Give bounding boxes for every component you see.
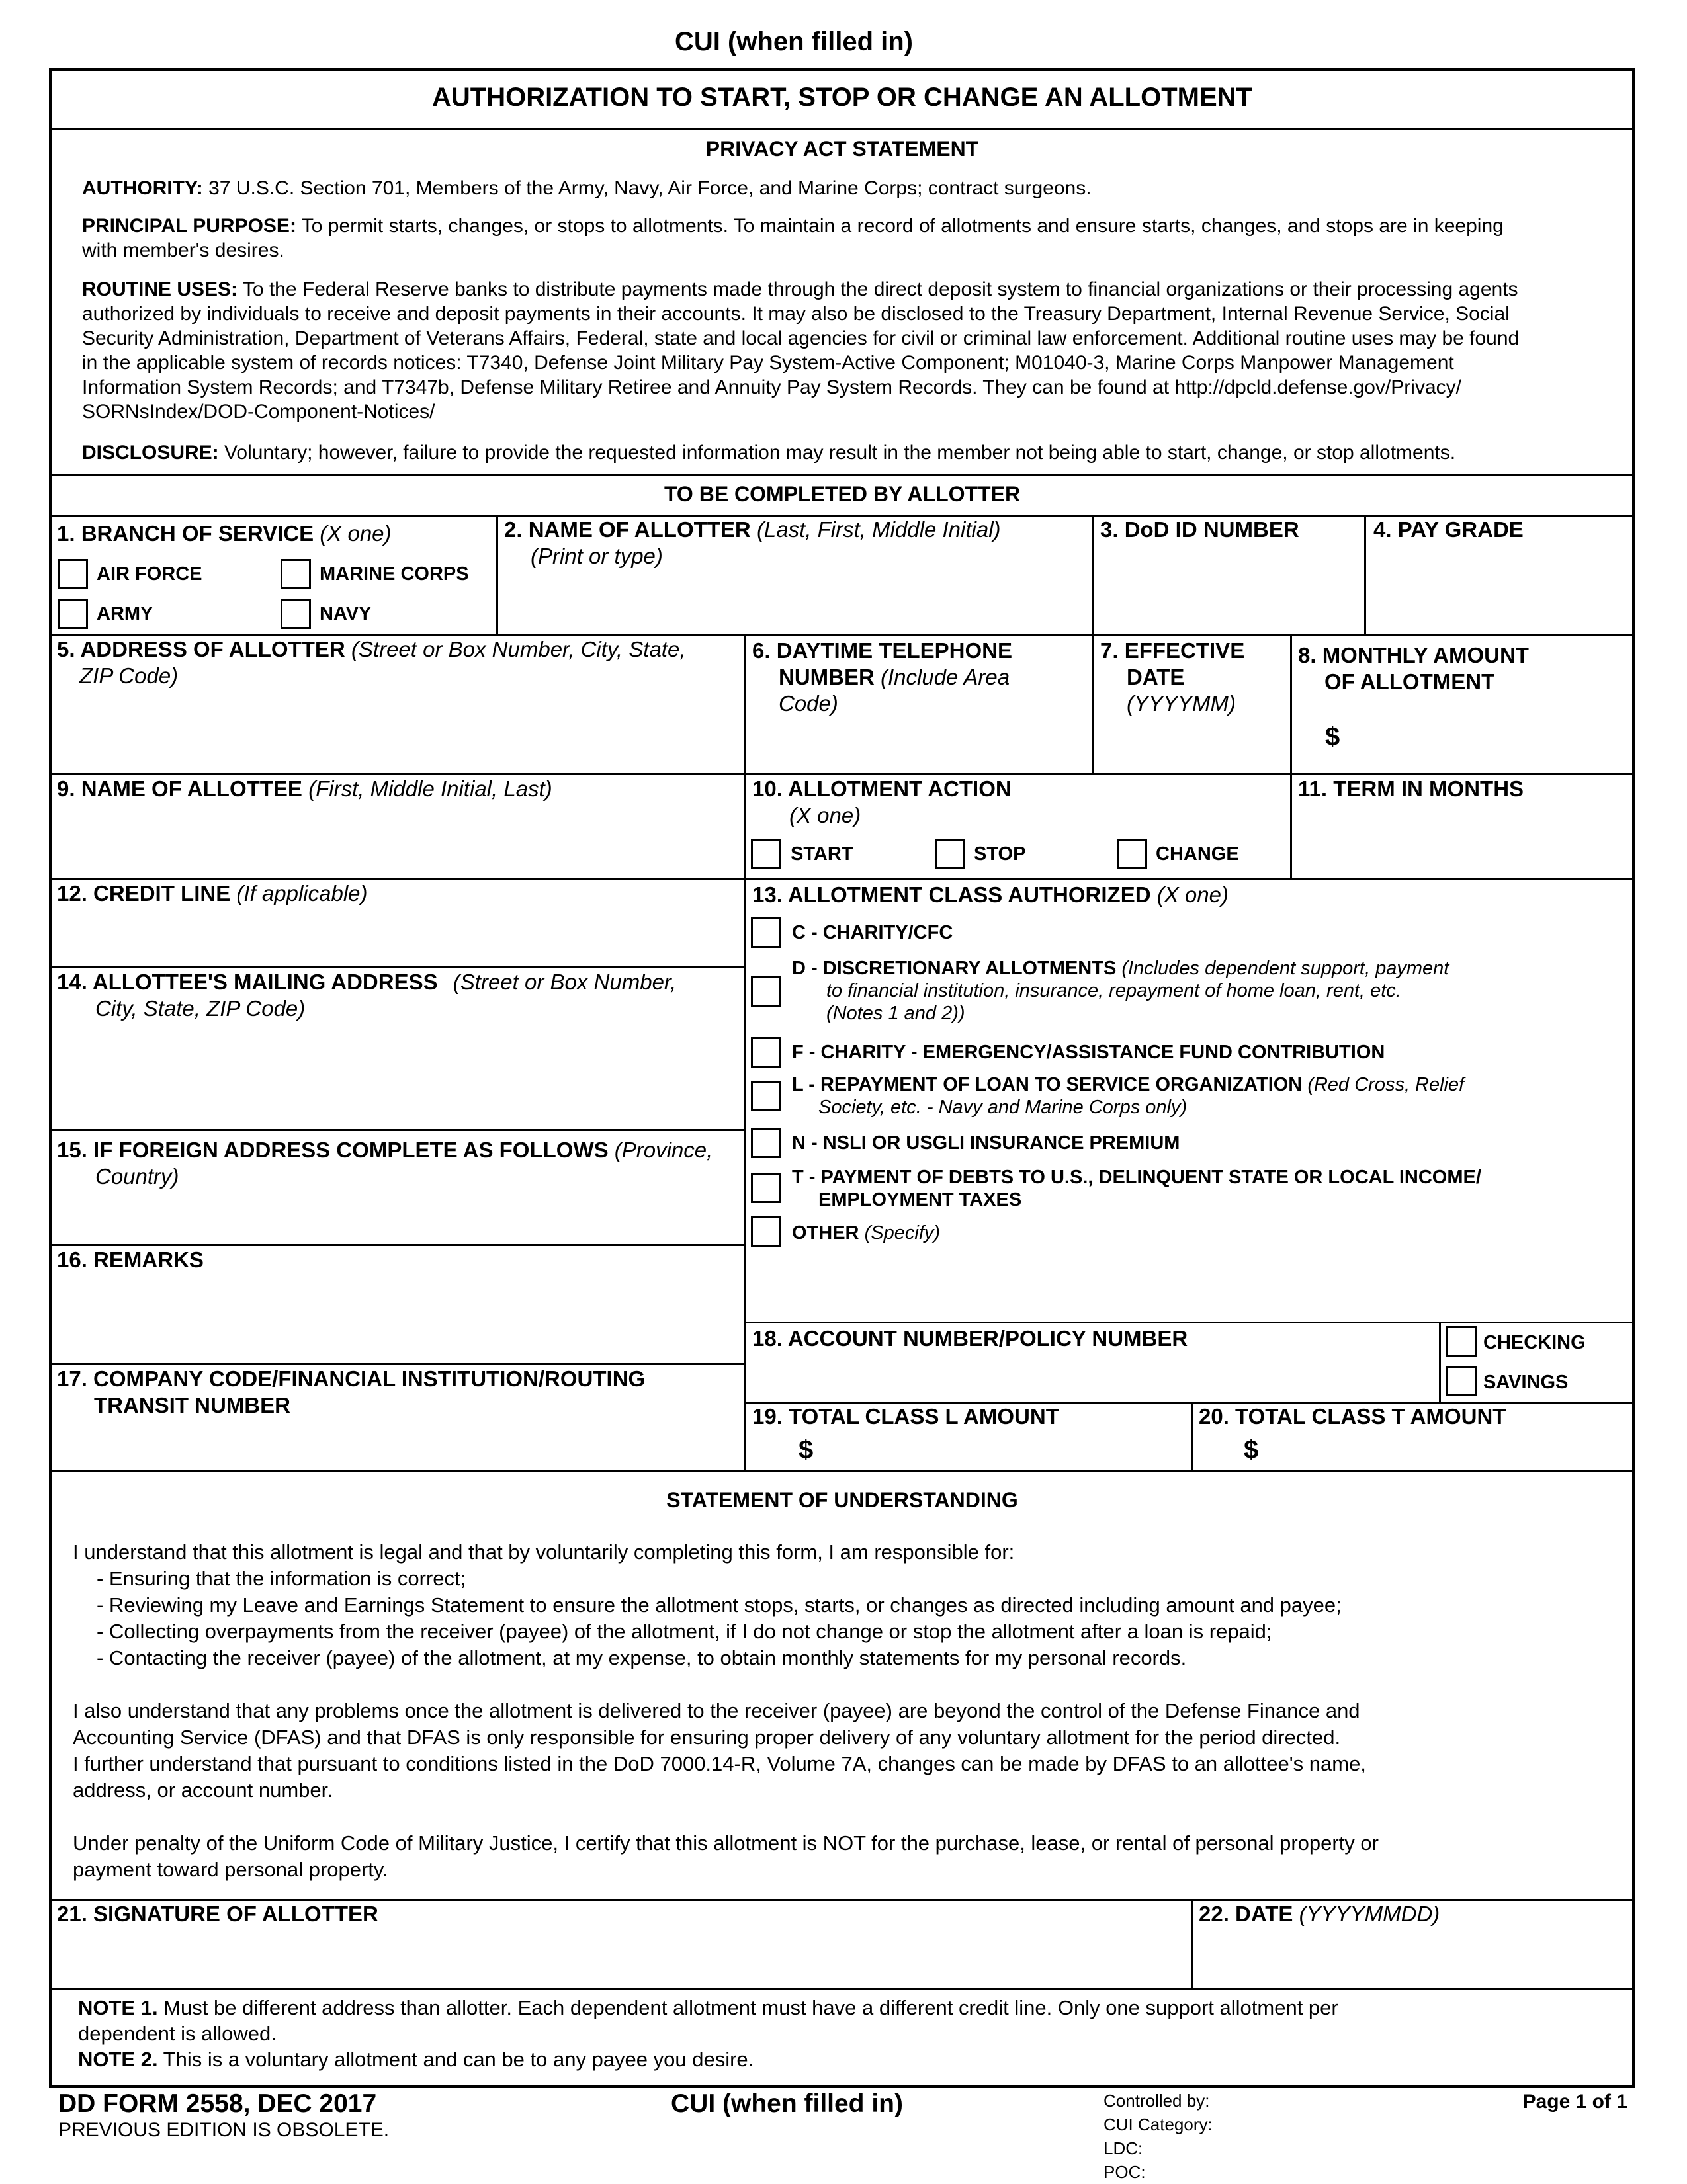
class-other-input[interactable] (761, 1257, 1623, 1291)
field-7-label (1100, 638, 1244, 717)
divider (49, 773, 1635, 775)
understanding-line: I also understand that any problems once the allotment is delivered to the receiver (payee) are beyond the control of the Defense Finance and (73, 1699, 1360, 1722)
note-2 (78, 2046, 1600, 2072)
checkbox-start[interactable] (751, 839, 781, 869)
signature-field[interactable] (63, 1935, 1181, 1981)
field-17-title: TRANSIT NUMBER (94, 1393, 290, 1417)
field-3-label: 3. DoD ID NUMBER (1100, 517, 1299, 542)
field-6-hint: (Include Area (881, 665, 1010, 689)
field-5-label (57, 636, 686, 689)
divider (49, 1244, 746, 1246)
field-15-label (57, 1137, 713, 1190)
checkbox-navy[interactable] (281, 599, 311, 629)
divider (1092, 634, 1094, 773)
class-d-hint: to financial institution, insurance, repayment of home loan, rent, etc. (826, 980, 1401, 1001)
field-1-title: 1. BRANCH OF SERVICE (57, 521, 314, 546)
divider (744, 1322, 1635, 1323)
cui-footer: CUI (when filled in) (671, 2089, 903, 2118)
class-l-hint: Society, etc. - Navy and Marine Corps only) (818, 1097, 1188, 1118)
option-marine-corps: MARINE CORPS (320, 564, 469, 585)
routine-line: authorized by individuals to receive and deposit payments in their accounts. It may also be disclosed to the Treasury Department, Internal Revenue Service, Social (82, 303, 1510, 325)
routine-line: Information System Records; and T7347b, Defense Military Retiree and Annuity Pay System Records. They can be found at http://dpcld.defense.gov/Privacy/ (82, 376, 1461, 398)
allottee-name-input[interactable] (63, 827, 740, 868)
obsolete-notice: PREVIOUS EDITION IS OBSOLETE. (58, 2119, 390, 2141)
understanding-bullet: - Ensuring that the information is correct; (97, 1567, 466, 1590)
field-6-title: 6. DAYTIME TELEPHONE (752, 638, 1013, 663)
poc: POC: (1103, 2162, 1146, 2182)
dod-id-input[interactable] (1105, 582, 1359, 623)
divider (49, 1988, 1635, 1990)
class-f-label: F - CHARITY - EMERGENCY/ASSISTANCE FUND CONTRIBUTION (792, 1042, 1385, 1063)
class-t-title: EMPLOYMENT TAXES (818, 1189, 1022, 1210)
cui-header: CUI (when filled in) (675, 27, 913, 56)
understanding-line: payment toward personal property. (73, 1858, 388, 1881)
routine-line: To the Federal Reserve banks to distribute payments made through the direct deposit system to financial organizations or their processing agents (242, 278, 1518, 300)
field-12-label (57, 880, 368, 907)
routine-line: Security Administration, Department of Veterans Affairs, Federal, state and local agencies for civil or criminal law enforcement. Additional routine uses may be found (82, 327, 1520, 349)
field-7-title: DATE (1127, 665, 1185, 689)
field-14-hint: (Street or Box Number, (453, 970, 677, 994)
phone-input[interactable] (757, 728, 1084, 769)
account-number-input[interactable] (757, 1363, 1435, 1397)
understanding-bullet: - Reviewing my Leave and Earnings Statement to ensure the allotment stops, starts, or changes as directed including amount and payee; (97, 1593, 1342, 1617)
divider (1092, 515, 1094, 636)
foreign-address-input[interactable] (63, 1197, 740, 1235)
form-title: AUTHORIZATION TO START, STOP OR CHANGE AN ALLOTMENT (432, 83, 1252, 112)
purpose-label: PRINCIPAL PURPOSE: (82, 215, 296, 237)
field-21-label: 21. SIGNATURE OF ALLOTTER (57, 1902, 378, 1926)
understanding-bullet: - Contacting the receiver (payee) of the allotment, at my expense, to obtain monthly statements for my personal records. (97, 1646, 1187, 1669)
class-other-label (792, 1222, 940, 1244)
controlled-by: Controlled by: (1103, 2091, 1210, 2111)
understanding-heading: STATEMENT OF UNDERSTANDING (666, 1488, 1018, 1512)
authority-body: 37 U.S.C. Section 701, Members of the Army, Navy, Air Force, and Marine Corps; contract surgeons. (208, 177, 1092, 199)
field-5-title: 5. ADDRESS OF ALLOTTER (57, 637, 345, 661)
field-14-title: 14. ALLOTTEE'S MAILING ADDRESS (57, 970, 438, 994)
dollar-sign: $ (799, 1435, 814, 1464)
field-13-hint: (X one) (1156, 882, 1229, 907)
routine-line: SORNsIndex/DOD-Component-Notices/ (82, 401, 435, 423)
field-9-title: 9. NAME OF ALLOTTEE (57, 777, 302, 801)
allottee-address-input[interactable] (63, 1025, 740, 1127)
class-c-label: C - CHARITY/CFC (792, 922, 953, 943)
field-1-label (57, 521, 392, 547)
option-start: START (791, 843, 853, 864)
understanding-certification (73, 1830, 1608, 1883)
field-11-label: 11. TERM IN MONTHS (1298, 777, 1524, 801)
field-17-title: 17. COMPANY CODE/FINANCIAL INSTITUTION/ROUTING (57, 1366, 646, 1391)
checkbox-air-force[interactable] (58, 559, 88, 589)
authority-label: AUTHORITY: (82, 177, 203, 199)
allotter-name-input[interactable] (509, 582, 1081, 623)
checkbox-class-f[interactable] (751, 1037, 781, 1068)
remarks-input[interactable] (63, 1280, 740, 1362)
field-10-title: 10. ALLOTMENT ACTION (752, 777, 1012, 801)
class-d-hint: (Notes 1 and 2)) (826, 1003, 965, 1024)
class-l-total-input[interactable] (824, 1434, 1184, 1468)
class-n-label: N - NSLI OR USGLI INSURANCE PREMIUM (792, 1132, 1180, 1154)
field-15-title: 15. IF FOREIGN ADDRESS COMPLETE AS FOLLOWS (57, 1138, 609, 1162)
note-2-text: This is a voluntary allotment and can be to any payee you desire. (163, 2048, 754, 2071)
cui-block (1103, 2089, 1213, 2184)
option-air-force: AIR FORCE (97, 564, 202, 585)
note-1-label: NOTE 1. (78, 1996, 158, 2019)
checkbox-class-d[interactable] (751, 976, 781, 1007)
option-stop: STOP (974, 843, 1026, 864)
understanding-bullet: - Collecting overpayments from the receiver (payee) of the allotment, if I do not change or stop the allotment after a loan is repaid; (97, 1620, 1272, 1643)
field-12-hint: (If applicable) (236, 881, 368, 905)
class-t-total-input[interactable] (1270, 1434, 1630, 1468)
understanding-intro: I understand that this allotment is legal and that by voluntarily completing this form, I am responsible for: (73, 1540, 1015, 1564)
term-months-input[interactable] (1303, 827, 1630, 868)
checkbox-savings[interactable] (1446, 1366, 1477, 1396)
signature-date-input[interactable] (1204, 1941, 1630, 1979)
field-15-hint: Country) (95, 1164, 179, 1189)
checkbox-class-n[interactable] (751, 1128, 781, 1158)
divider (49, 966, 746, 968)
dollar-sign: $ (1244, 1435, 1259, 1464)
field-22-hint: (YYYYMMDD) (1299, 1902, 1440, 1926)
field-14-hint: City, State, ZIP Code) (95, 996, 306, 1021)
checkbox-change[interactable] (1117, 839, 1147, 869)
field-6-hint: Code) (779, 691, 838, 716)
divider (49, 1129, 746, 1131)
divider (49, 128, 1635, 130)
divider (1191, 1402, 1193, 1472)
option-checking: CHECKING (1483, 1332, 1586, 1353)
field-19-label: 19. TOTAL CLASS L AMOUNT (752, 1404, 1059, 1429)
form-id: DD FORM 2558, DEC 2017 (58, 2089, 377, 2118)
purpose-line: To permit starts, changes, or stops to allotments. To maintain a record of allotments and ensure starts, changes, and stops are in keeping (301, 215, 1504, 237)
field-16-label: 16. REMARKS (57, 1247, 204, 1272)
field-9-hint: (First, Middle Initial, Last) (308, 777, 552, 801)
understanding-paragraph (73, 1698, 1608, 1804)
field-22-label (1199, 1901, 1440, 1927)
field-4-label: 4. PAY GRADE (1373, 517, 1524, 542)
option-navy: NAVY (320, 603, 372, 624)
field-8-title: 8. MONTHLY AMOUNT (1298, 643, 1529, 667)
page-number: Page 1 of 1 (1522, 2091, 1627, 2113)
checkbox-army[interactable] (58, 599, 88, 629)
field-13-title: 13. ALLOTMENT CLASS AUTHORIZED (752, 882, 1151, 907)
field-6-title: NUMBER (779, 665, 875, 689)
field-12-title: 12. CREDIT LINE (57, 881, 231, 905)
class-l-hint: (Red Cross, Relief (1307, 1074, 1465, 1095)
effective-date-input[interactable] (1105, 728, 1286, 769)
routine-line: in the applicable system of records notices: T7340, Defense Joint Military Pay System-Active Component; M01040-3, Marine Corps Manpower Management (82, 352, 1454, 374)
class-d-label (792, 957, 1449, 1025)
understanding-line: I further understand that pursuant to conditions listed in the DoD 7000.14-R, Volume 7A, changes can be made by DFAS to an allottee's name, (73, 1752, 1366, 1775)
note-1-text: Must be different address than allotter. Each dependent allotment must have a different credit line. Only one support allotment per (163, 1996, 1338, 2019)
ldc: LDC: (1103, 2138, 1143, 2158)
class-other-hint: (Specify) (864, 1222, 940, 1243)
field-5-hint: (Street or Box Number, City, State, (351, 637, 686, 661)
purpose-line: with member's desires. (82, 239, 284, 261)
checkbox-class-other[interactable] (751, 1216, 781, 1247)
checkbox-checking[interactable] (1446, 1326, 1477, 1357)
class-other-title: OTHER (792, 1222, 859, 1243)
class-t-label (792, 1166, 1481, 1211)
understanding-line: Under penalty of the Uniform Code of Military Justice, I certify that this allotment is NOT for the purchase, lease, or rental of personal property or (73, 1831, 1379, 1855)
field-6-label (752, 638, 1012, 717)
note-2-label: NOTE 2. (78, 2048, 158, 2071)
divider (49, 474, 1635, 476)
checkbox-marine-corps[interactable] (281, 559, 311, 589)
credit-line-input[interactable] (63, 919, 740, 957)
routing-number-input[interactable] (63, 1422, 740, 1463)
dollar-sign: $ (1325, 722, 1340, 751)
routine-label: ROUTINE USES: (82, 278, 238, 300)
option-army: ARMY (97, 603, 153, 624)
disclosure-label: DISCLOSURE: (82, 442, 219, 464)
class-l-title: L - REPAYMENT OF LOAN TO SERVICE ORGANIZATION (792, 1074, 1303, 1095)
divider (1191, 1899, 1193, 1990)
field-1-hint: (X one) (320, 521, 392, 546)
field-20-label: 20. TOTAL CLASS T AMOUNT (1199, 1404, 1506, 1429)
field-7-hint: (YYYYMM) (1127, 691, 1236, 716)
understanding-line: address, or account number. (73, 1779, 333, 1802)
class-l-label (792, 1073, 1464, 1118)
divider (49, 1470, 1635, 1472)
field-2-hint: (Print or type) (531, 544, 663, 568)
field-8-label (1298, 642, 1529, 695)
purpose-text (82, 214, 1630, 263)
field-10-label (752, 776, 1012, 829)
field-22-title: 22. DATE (1199, 1902, 1293, 1926)
pay-grade-input[interactable] (1376, 582, 1630, 623)
divider (744, 634, 746, 880)
allotter-heading: TO BE COMPLETED BY ALLOTTER (664, 482, 1021, 506)
class-d-hint: (Includes dependent support, payment (1121, 958, 1449, 979)
cui-category: CUI Category: (1103, 2115, 1213, 2134)
divider (1439, 1322, 1441, 1402)
field-8-title: OF ALLOTMENT (1324, 669, 1495, 694)
class-d-title: D - DISCRETIONARY ALLOTMENTS (792, 958, 1117, 979)
field-2-title: 2. NAME OF ALLOTTER (504, 517, 751, 542)
class-t-title: T - PAYMENT OF DEBTS TO U.S., DELINQUENT STATE OR LOCAL INCOME/ (792, 1167, 1481, 1188)
field-18-label: 18. ACCOUNT NUMBER/POLICY NUMBER (752, 1326, 1188, 1351)
option-change: CHANGE (1156, 843, 1239, 864)
divider (1290, 634, 1292, 880)
checkbox-class-l[interactable] (751, 1081, 781, 1111)
field-13-label (752, 882, 1229, 908)
routine-uses-text (82, 277, 1630, 424)
note-1 (78, 1995, 1600, 2046)
divider (496, 515, 498, 636)
disclosure-body: Voluntary; however, failure to provide the requested information may result in the member not being able to start, change, or stop allotments. (224, 442, 1456, 464)
checkbox-class-t[interactable] (751, 1173, 781, 1203)
divider (1364, 515, 1366, 636)
field-15-hint: (Province, (614, 1138, 713, 1162)
allotter-address-input[interactable] (63, 694, 740, 763)
field-10-hint: (X one) (789, 803, 861, 827)
field-2-label (504, 517, 1001, 569)
authority-text (82, 176, 1617, 200)
option-savings: SAVINGS (1483, 1372, 1569, 1393)
field-14-label (57, 969, 676, 1022)
understanding-line: Accounting Service (DFAS) and that DFAS is only responsible for ensuring proper delivery of any voluntary allotment for the period directed. (73, 1726, 1341, 1749)
checkbox-stop[interactable] (935, 839, 965, 869)
divider (49, 1363, 746, 1365)
disclosure-text (82, 441, 1630, 465)
monthly-amount-input[interactable] (1350, 721, 1630, 759)
field-17-label (57, 1366, 645, 1419)
field-9-label (57, 776, 552, 802)
field-7-title: 7. EFFECTIVE (1100, 638, 1245, 663)
checkbox-class-c[interactable] (751, 917, 781, 948)
privacy-heading: PRIVACY ACT STATEMENT (705, 137, 979, 161)
field-5-hint: ZIP Code) (79, 663, 179, 688)
field-2-hint: (Last, First, Middle Initial) (756, 517, 1001, 542)
note-1-text: dependent is allowed. (78, 2022, 277, 2045)
